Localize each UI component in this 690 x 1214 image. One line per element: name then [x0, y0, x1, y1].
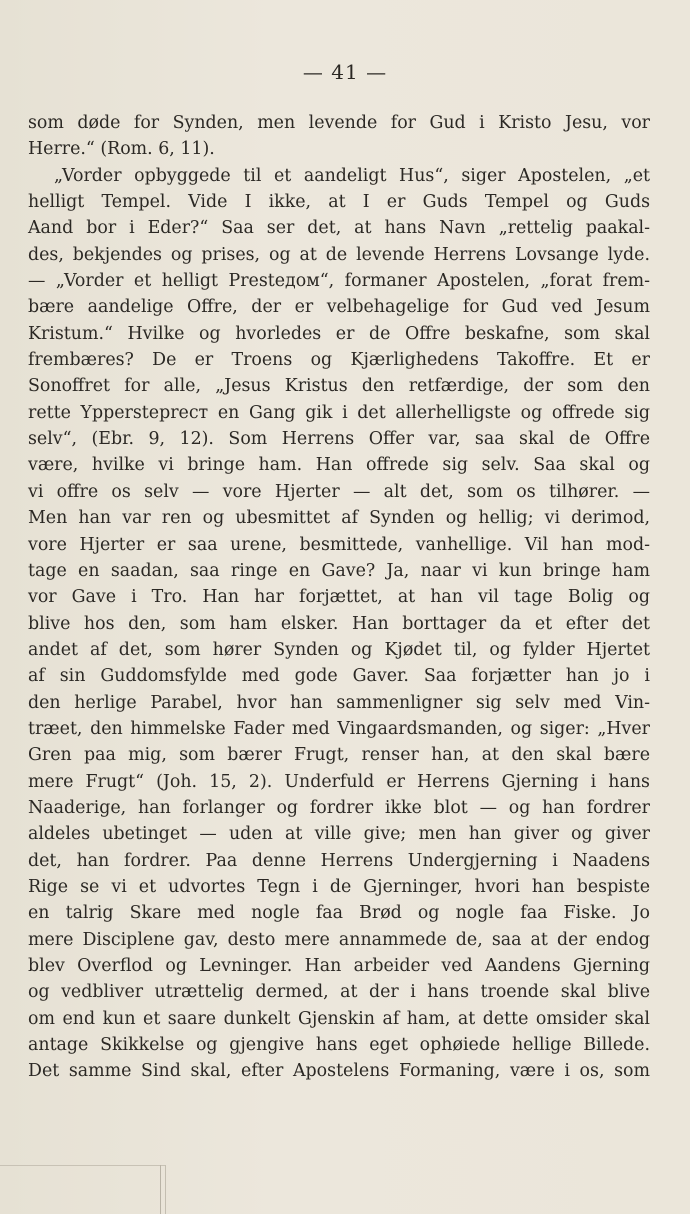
text-line: om end kun et saare dunkelt Gjenskin af ham, at dette omsider skal: [28, 1008, 650, 1029]
text-line: selv“, (Ebr. 9, 12). Som Herrens Offer var, saa skal de Offre: [28, 429, 650, 450]
page-number: — 41 —: [302, 60, 388, 84]
text-line: mere Disciplene gav, desto mere annammede de, saa at der endog: [28, 929, 650, 950]
text-line: vore Hjerter er saa urene, besmittede, vanhellige. Vil han mod-: [28, 534, 650, 555]
text-line: Naaderige, han forlanger og fordrer ikke blot — og han fordrer: [28, 797, 650, 818]
text-line: antage Skikkelse og gjengive hans eget ophøiede hellige Billede.: [28, 1035, 650, 1056]
text-line: af sin Guddomsfylde med gode Gaver. Saa forjætter han jo i: [28, 666, 650, 687]
text-line: vi offre os selv — vore Hjerter — alt det, som os tilhører. —: [28, 481, 650, 502]
text-line: tage en saadan, saa ringe en Gave? Ja, naar vi kun bringe ham: [28, 560, 650, 581]
text-line: aldeles ubetinget — uden at ville give; men han giver og giver: [28, 824, 650, 845]
text-line: Rige se vi et udvortes Tegn i de Gjerninger, hvori han bespiste: [28, 876, 650, 897]
text-line: Sonoffret for alle, „Jesus Kristus den retfærdige, der som den: [28, 376, 650, 397]
scan-fold-mark: [160, 1165, 166, 1214]
text-line: frembæres? De er Troens og Kjærlighedens Takoffre. Et er: [28, 350, 650, 371]
text-line: Det samme Sind skal, efter Apostelens Formaning, være i os, som: [28, 1061, 650, 1082]
text-line: det, han fordrer. Paa denne Herrens Undergjerning i Naadens: [28, 850, 650, 871]
text-line: den herlige Parabel, hvor han sammenligner sig selv med Vin-: [28, 692, 650, 713]
text-line: „Vorder opbyggede til et aandeligt Hus“, siger Apostelen, „et: [54, 165, 650, 186]
body-text: [28, 110, 650, 1085]
text-line: Men han var ren og ubesmittet af Synden og hellig; vi derimod,: [28, 508, 650, 529]
text-line: være, hvilke vi bringe ham. Han offrede sig selv. Saa skal og: [28, 455, 650, 476]
text-line: Kristum.“ Hvilke og hvorledes er de Offre beskafne, som skal: [28, 323, 650, 344]
text-line: bære aandelige Offre, der er velbehagelige for Gud ved Jesum: [28, 297, 650, 318]
text-line: — „Vorder et helligt Presteдом“, formaner Apostelen, „forat frem-: [28, 271, 650, 292]
text-line: som døde for Synden, men levende for Gud i Kristo Jesu, vor: [28, 113, 650, 133]
text-line: blev Overflod og Levninger. Han arbeider ved Aandens Gjerning: [28, 956, 650, 976]
text-line: andet af det, som hører Synden og Kjødet til, og fylder Hjertet: [28, 639, 650, 660]
text-line: træet, den himmelske Fader med Vingaardsmanden, og siger: „Hver: [28, 718, 650, 739]
text-line: blive hos den, som ham elsker. Han borttager da et efter det: [28, 613, 650, 634]
text-line: Gren paa mig, som bærer Frugt, renser han, at den skal bære: [28, 745, 650, 766]
text-line: Herre.“ (Rom. 6, 11).: [28, 139, 215, 160]
text-line: Aand bor i Eder?“ Saa ser det, at hans Navn „rettelig paakal-: [28, 218, 650, 239]
text-line: en talrig Skare med nogle faa Brød og nogle faa Fiske. Jo: [28, 903, 650, 924]
scan-edge-mark: [0, 1165, 165, 1166]
text-line: des, bekjendes og prises, og at de levende Herrens Lovsange lyde.: [28, 244, 650, 265]
text-line: vor Gave i Tro. Han har forjættet, at han vil tage Bolig og: [28, 587, 650, 608]
text-line: rette Ypperstepreст en Gang gik i det allerhelligste og offrede sig: [28, 402, 650, 423]
text-line: helligt Tempel. Vide I ikke, at I er Guds Tempel og Guds: [28, 192, 650, 213]
text-line: og vedbliver utrættelig dermed, at der i hans troende skal blive: [28, 982, 650, 1003]
text-line: mere Frugt“ (Joh. 15, 2). Underfuld er Herrens Gjerning i hans: [28, 771, 650, 792]
